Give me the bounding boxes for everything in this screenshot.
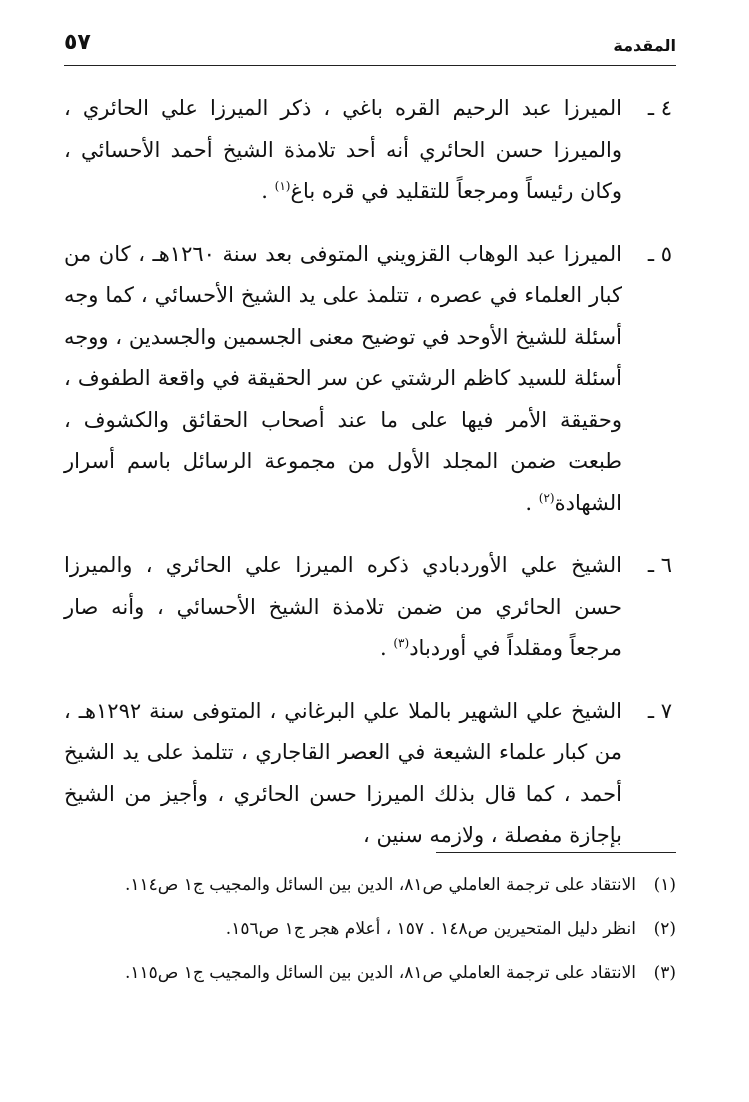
item-tail: . (380, 636, 394, 660)
item-number: ٧ ـ (647, 698, 672, 723)
list-item (64, 545, 676, 670)
page-header (64, 28, 676, 64)
item-body: الميرزا عبد الرحيم القره باغي ، ذكر الميرزا علي الحائري ، والميرزا حسن الحائري أنه أحد تلامذة الشيخ أحمد الأحسائي ، وكان رئيساً ومرجعاً للتقليد في قره باغ (64, 96, 622, 203)
item-number: ٤ ـ (647, 96, 672, 120)
footnote (64, 954, 676, 992)
list-item (64, 88, 676, 213)
item-text (64, 545, 622, 670)
item-tail: . (525, 490, 539, 515)
item-number: ٦ ـ (647, 553, 672, 577)
footnote-ref: (١) (274, 179, 291, 193)
footnote-mark: (٣) (653, 963, 676, 983)
item-body: الميرزا عبد الوهاب القزويني المتوفى بعد سنة ١٢٦٠هـ ، كان من كبار العلماء في عصره ، تتلمذ على يد الشيخ الأحسائي ، كما وجه أسئلة للشيخ الأوحد في توضيح معنى الجسمين والجسدين ، ووجه أسئلة للسيد كاظم الرشتي عن سر الحقيقة في واقعة الطفوف ، وحقيقة الأمر فيها على ما عند أصحاب الحقائق والكشوف ، طبعت ضمن المجلد الأول من مجموعة الرسائل باسم أسرار الشهادة (64, 241, 622, 515)
header-divider (64, 65, 676, 66)
footnote-mark: (١) (653, 875, 676, 895)
footnote-ref: (٣) (393, 636, 410, 650)
section-title: المقدمة (613, 36, 676, 55)
footnote-divider (436, 852, 676, 853)
footnote (64, 910, 676, 948)
item-number: ٥ ـ (647, 241, 672, 266)
item-text (64, 691, 622, 857)
item-body: الشيخ علي الأوردبادي ذكره الميرزا علي الحائري ، والميرزا حسن الحائري من ضمن تلامذة الشيخ الأحسائي ، وأنه صار مرجعاً ومقلداً في أوردباد (64, 553, 622, 660)
item-text (64, 88, 622, 213)
footnote-ref: (٢) (538, 490, 555, 505)
footnote (64, 866, 676, 904)
item-tail: . (261, 179, 275, 203)
footnote-text: الانتقاد على ترجمة العاملي ص٨١، الدين بين السائل والمجيب ج١ ص١١٤. (124, 875, 636, 895)
footnote-text: الانتقاد على ترجمة العاملي ص٨١، الدين بين السائل والمجيب ج١ ص١١٥. (124, 963, 636, 983)
list-item (64, 234, 676, 525)
list-item (64, 691, 676, 857)
item-body: الشيخ علي الشهير بالملا علي البرغاني ، المتوفى سنة ١٢٩٢هـ ، من كبار علماء الشيعة في العصر القاجاري ، تتلمذ على يد الشيخ أحمد ، كما قال بذلك الميرزا حسن الحائري ، وأجيز من الشيخ بإجازة مفصلة ، ولازمه سنين ، (64, 698, 622, 847)
item-text (64, 234, 622, 525)
footnotes (64, 866, 676, 998)
page-number: ٥٧ (64, 30, 91, 55)
footnote-mark: (٢) (653, 919, 676, 939)
biography-list (64, 88, 676, 878)
footnote-text: انظر دليل المتحيرين ص١٤٨ . ١٥٧ ، أعلام هجر ج١ ص١٥٦. (225, 919, 636, 939)
